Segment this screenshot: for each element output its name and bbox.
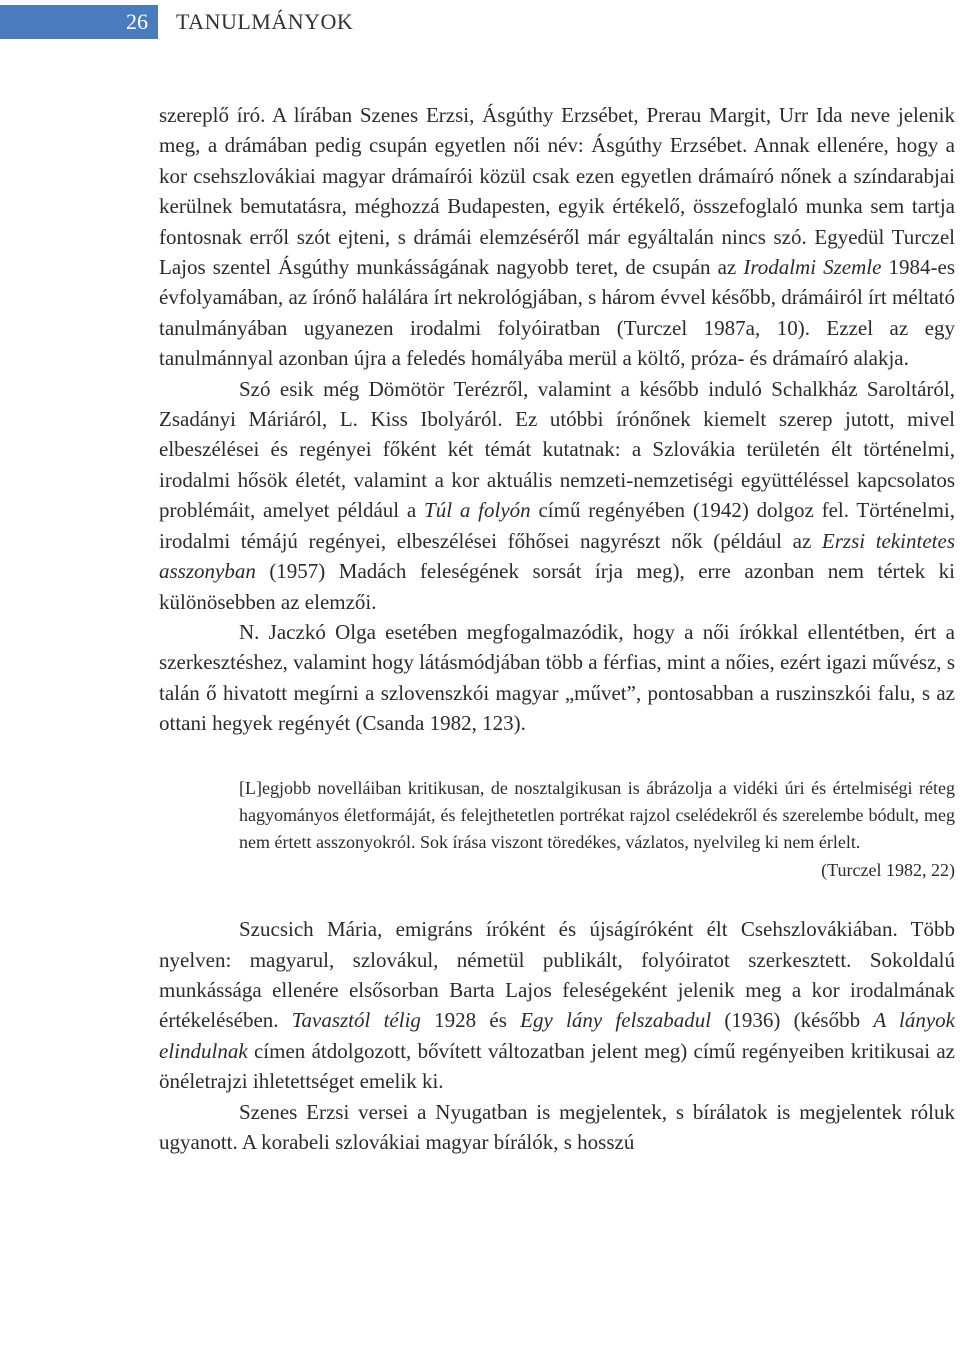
- italic-title: Irodalmi Szemle: [743, 255, 882, 280]
- text-segment: Szó esik még Dömötör Terézről, valamint a később induló Schalkház Saroltáról, Zsadányi Máriáról, L. Kiss Ibolyáról. Ez utóbbi írónőnek kiemelt szerep jutott, mivel elbeszélései és regényei főként két témát kutatnak: a Szlovákia területén élt történelmi, irodalmi hősök életét, valamint a kor aktuális nemzeti-nemzetiségi együttéléssel kapcsolatos problémáit, amelyet például a: [159, 376, 955, 523]
- page-number-box: [0, 5, 158, 39]
- paragraph: [159, 1097, 955, 1158]
- block-quote: [239, 775, 955, 885]
- italic-title: Túl a folyón: [424, 498, 531, 523]
- italic-title: Egy lány felszabadul: [520, 1008, 712, 1033]
- text-segment: (1957) Madách feleségének sorsát írja meg), erre azonban nem tértek ki különösebben az elemzői.: [159, 559, 955, 614]
- text-segment: (1936) (később: [711, 1008, 874, 1033]
- text-segment: Szucsich Mária, emigráns íróként és újságíróként élt Csehszlovákiában. Több nyelven: magyarul, szlovákul, németül publikált, folyóiratot szerkesztett. Sokoldalú munkássága ellenére elsősorban Barta Lajos feleségeként jelenik meg a kor irodalmának értékelésében.: [159, 917, 955, 1033]
- page-number: 26: [126, 9, 148, 34]
- italic-title: Erzsi tekintetes asszonyban: [159, 528, 955, 584]
- text-segment: 1928 és: [420, 1008, 521, 1033]
- paragraph: [159, 617, 955, 739]
- page-header: [0, 0, 960, 40]
- paragraph: [159, 914, 955, 1096]
- quote-citation: (Turczel 1982, 22): [821, 859, 955, 880]
- text-segment: 1984-es évfolyamában, az írónő halálára írt nekrológjában, s három évvel később, drámáiról írt méltató tanulmányában ugyanezen irodalmi folyóiratban (Turczel 1987a, 10). Ezzel az egy tanulmánnyal azonban újra a feledés homályába merül a költő, próza- és drámaíró alakja.: [159, 255, 955, 371]
- text-segment: N. Jaczkó Olga esetében megfogalmazódik, hogy a női írókkal ellentétben, ért a szerkesztéshez, valamint hogy látásmódjában több a férfias, mint a nőies, ezért igazi művész, s talán ő hivatott megírni a szlovenszkói magyar „művet”, pontosabban a ruszinszkói falu, s az ottani hegyek regényét (Csanda 1982, 123).: [159, 619, 955, 736]
- text-segment: címen átdolgozott, bővített változatban jelent meg) című regényeiben kritikusai az önéletrajzi ihletettséget emelik ki.: [159, 1038, 955, 1094]
- paragraph: [159, 374, 955, 617]
- paragraph: [159, 100, 955, 374]
- text-segment: szereplő író. A lírában Szenes Erzsi, Ásgúthy Erzsébet, Prerau Margit, Urr Ida neve jelenik meg, a drámában pedig csupán egyetlen női név: Ásgúthy Erzsébet. Annak ellenére, hogy a kor csehszlovákiai magyar drámaírói közül csak ezen egyetlen drámaíró nőnek a színdarabjai kerülnek bemutatásra, méghozzá Budapesten, egyik értékelő, összefoglaló munka sem tartja fontosnak erről szót ejteni, s drámái elemzéséről már egyáltalán nincs szó. Egyedül Turczel Lajos szentel Ásgúthy munkásságának nagyobb teret, de csupán az: [159, 103, 955, 280]
- article-body: [159, 100, 955, 1157]
- block-quote-text: [L]egjobb novelláiban kritikusan, de nosztalgikusan is ábrázolja a vidéki úri és értelmiségi réteg hagyományos életformáját, és felejthetetlen portrékat rajzol cselédekről és szerelembe bódult, meg nem értett asszonyokról. Sok írása viszont töredékes, vázlatos, nyelvileg ki nem érlelt.: [239, 777, 955, 853]
- text-segment: Szenes Erzsi versei a Nyugatban is megjelentek, s bírálatok is megjelentek róluk ugyanott. A korabeli szlovákiai magyar bírálók, s hosszú: [159, 1099, 955, 1154]
- italic-title: Tavasztól télig: [291, 1008, 421, 1033]
- italic-title: A lányok elindulnak: [159, 1008, 955, 1063]
- text-segment: című regényében (1942) dolgoz fel. Történelmi, irodalmi témájú regényei, elbeszélései főhősei nagyrészt nők (például az: [159, 498, 955, 553]
- section-title: TANULMÁNYOK: [176, 9, 354, 34]
